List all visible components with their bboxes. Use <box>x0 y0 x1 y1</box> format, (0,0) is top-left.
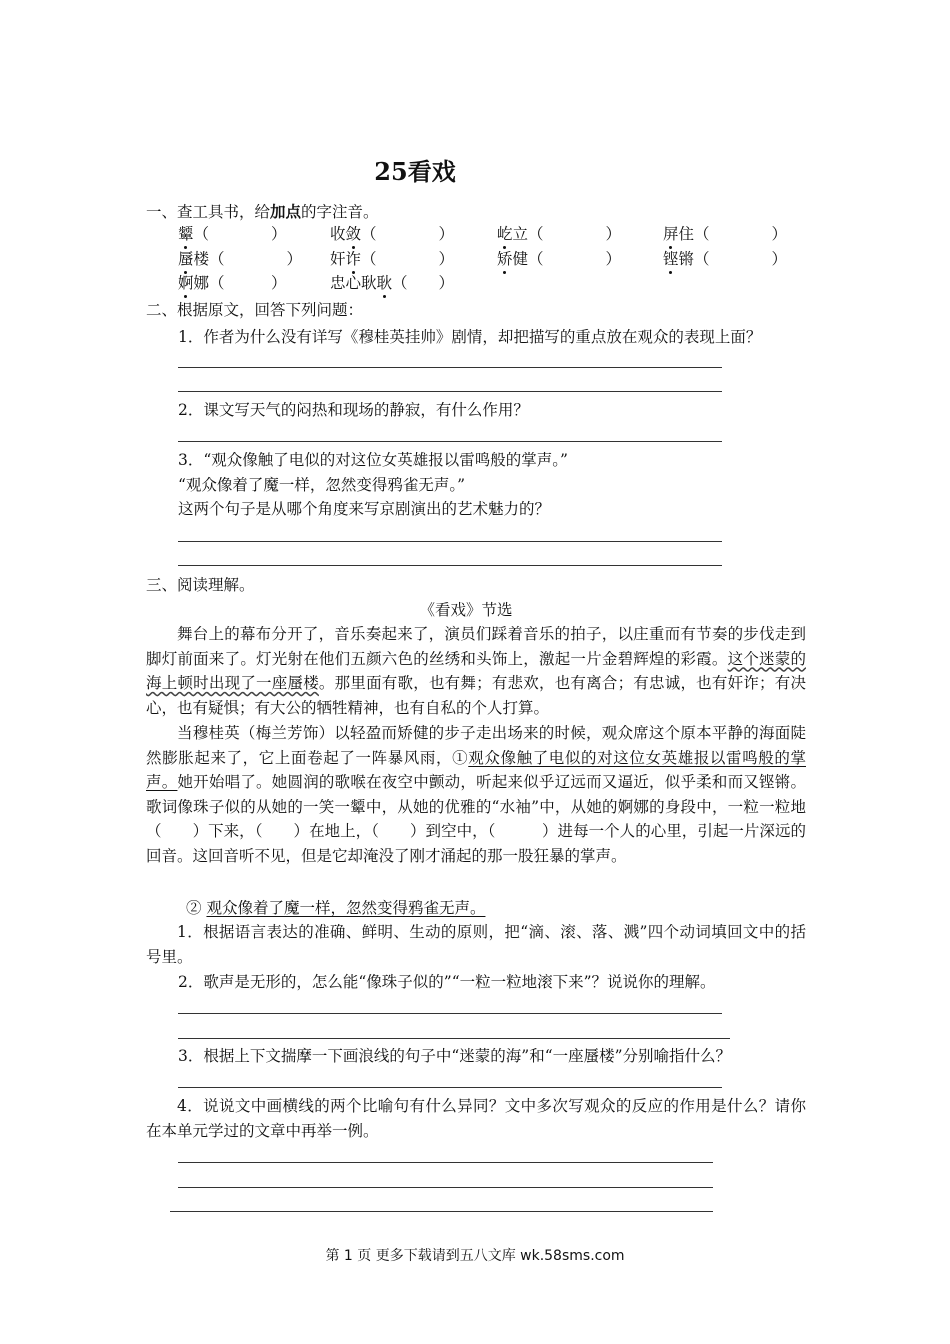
pinyin-item: 屹立（ ） <box>497 222 621 246</box>
section2-heading: 二、根据原文，回答下列问题： <box>146 301 364 319</box>
answer-line <box>178 441 722 442</box>
pinyin-item: 屏住（ ） <box>663 222 787 246</box>
pinyin-item: 婀娜（ ） <box>178 271 287 295</box>
dotted-character: 颦 <box>178 222 194 246</box>
pinyin-item: 奸诈（ ） <box>330 247 454 271</box>
s2-question-3-line2: “观众像着了魔一样，忽然变得鸦雀无声。” <box>178 476 466 494</box>
dotted-character: 敛 <box>346 222 362 246</box>
pinyin-item: 铿锵（ ） <box>663 247 787 271</box>
passage-paragraph-2: 当穆桂英（梅兰芳饰）以轻盈而矫健的步子走出场来的时候，观众席这个原本平静的海面陡然膨胀起来了，它上面卷起了一阵暴风雨，①观众像触了电似的对这位女英雄报以雷鸣般的掌声。她开始唱了。她圆润的歌喉在夜空中颤动，听起来似乎辽远而又逼近，似乎柔和而又铿锵。歌词像珠子似的从她的一笑一颦中，从她的优雅的“水袖”中，从她的婀娜的身段中，一粒一粒地（ ）下来，（ ）在地上，（ ）到空中，（ ）进每一个人的心里，引起一片深远的回音。这回音听不见，但是它却淹没了刚才涌起的那一股狂暴的掌声。 <box>146 724 806 865</box>
pinyin-item: 蜃楼（ ） <box>178 247 302 271</box>
dotted-character: 婀 <box>178 271 194 295</box>
page-title: 25看戏 <box>374 157 456 186</box>
section1-heading: 一、查工具书，给加点的字注音。 <box>146 202 379 221</box>
answer-line <box>178 541 722 542</box>
dotted-character: 铿 <box>663 247 679 271</box>
answer-line <box>178 565 722 566</box>
answer-line <box>178 391 722 392</box>
s3-question-2: 2．歌声是无形的，怎么能“像珠子似的”“一粒一粒地滚下来”？说说你的理解。 <box>178 973 716 991</box>
s3-question-3: 3．根据上下文揣摩一下画浪线的句子中“迷蒙的海”和“一座蜃楼”分别喻指什么？ <box>178 1047 732 1065</box>
answer-line <box>178 367 722 368</box>
section3-heading: 三、阅读理解。 <box>146 576 255 594</box>
passage-paragraph-1: 舞台上的幕布分开了，音乐奏起来了，演员们踩着音乐的拍子，以庄重而有节奏的步伐走到脚灯前面来了。灯光射在他们五颜六色的丝绣和头饰上，激起一片金碧辉煌的彩霞。这个迷蒙的海上顿时出现了一座蜃楼。那里面有歌，也有舞；有悲欢，也有离合；有忠诚，也有奸诈；有决心，也有疑惧；有大公的牺牲精神，也有自私的个人打算。 <box>146 625 806 717</box>
s2-question-2: 2．课文写天气的闷热和现场的静寂，有什么作用？ <box>178 401 529 419</box>
answer-line <box>178 1013 722 1014</box>
answer-line <box>178 1162 713 1163</box>
passage-title: 《看戏》节选 <box>419 601 513 619</box>
s3-question-1: 1．根据语言表达的准确、鲜明、生动的原则，把“滴、滚、落、溅”四个动词填回文中的括号里。 <box>146 923 806 966</box>
pinyin-item: 收敛（ ） <box>330 222 454 246</box>
dotted-character: 蜃 <box>178 247 194 271</box>
dotted-character: 诈 <box>346 247 362 271</box>
answer-line <box>178 1087 722 1088</box>
dotted-character: 矫 <box>497 247 513 271</box>
answer-line <box>170 1211 713 1212</box>
answer-line <box>178 1038 730 1039</box>
s2-question-1: 1．作者为什么没有详写《穆桂英挂帅》剧情，却把描写的重点放在观众的表现上面？ <box>178 328 762 346</box>
s2-question-3-line3: 这两个句子是从哪个角度来写京剧演出的艺术魅力的？ <box>178 500 551 518</box>
s2-question-3-line1: 3．“观众像触了电似的对这位女英雄报以雷鸣般的掌声。” <box>178 451 568 469</box>
pinyin-item: 忠心耿耿（ ） <box>330 271 454 295</box>
page-footer: 第 1 页 更多下载请到五八文库 wk.58sms.com <box>325 1248 625 1264</box>
dotted-character: 屹 <box>497 222 513 246</box>
s3-question-4: 4．说说文中画横线的两个比喻句有什么异同？文中多次写观众的反应的作用是什么？请你在本单元学过的文章中再举一例。 <box>146 1097 806 1140</box>
pinyin-item: 颦（ ） <box>178 222 287 246</box>
answer-line <box>178 1187 713 1188</box>
pinyin-item: 矫健（ ） <box>497 247 621 271</box>
dotted-character: 屏 <box>663 222 679 246</box>
passage-paragraph-3: ② 观众像着了魔一样，忽然变得鸦雀无声。 <box>186 899 486 917</box>
dotted-character: 耿 <box>377 271 393 295</box>
